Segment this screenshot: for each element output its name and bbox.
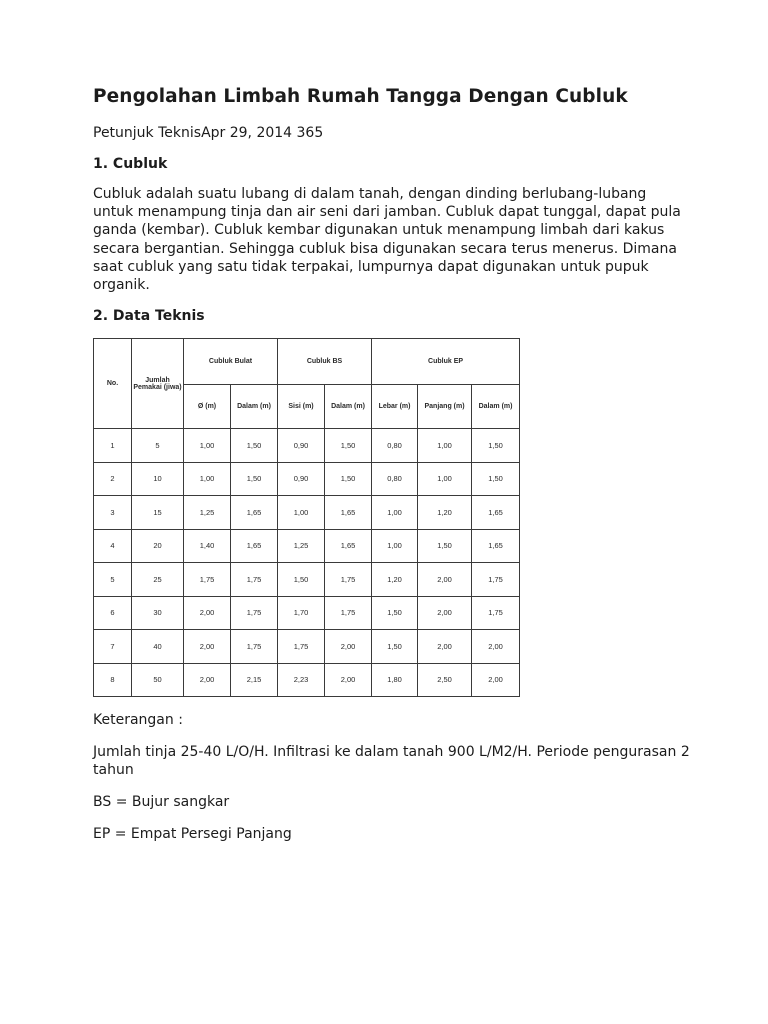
table-cell: 1,50	[472, 429, 520, 463]
table-cell: 1,50	[418, 529, 472, 563]
table-cell: 1,75	[472, 596, 520, 630]
header-cubluk-ep: Cubluk EP	[372, 339, 520, 385]
header-ep-lebar: Lebar (m)	[372, 385, 418, 429]
table-cell: 1,00	[184, 429, 231, 463]
table-cell: 1,00	[372, 529, 418, 563]
table-cell: 15	[132, 496, 184, 530]
table-cell: 30	[132, 596, 184, 630]
table-row	[94, 429, 520, 463]
table-cell: 1,00	[184, 462, 231, 496]
table-cell: 1,75	[325, 596, 372, 630]
table-cell: 1,20	[418, 496, 472, 530]
table-cell: 2,15	[231, 663, 278, 697]
header-ep-dalam: Dalam (m)	[472, 385, 520, 429]
table-cell: 1,75	[184, 563, 231, 597]
table-cell: 1,65	[231, 496, 278, 530]
table-row	[94, 462, 520, 496]
header-bulat-dalam: Dalam (m)	[231, 385, 278, 429]
table-row	[94, 596, 520, 630]
section-heading-data-teknis: 2. Data Teknis	[93, 308, 205, 325]
document-title: Pengolahan Limbah Rumah Tangga Dengan Cubluk	[93, 86, 628, 107]
table-row	[94, 496, 520, 530]
table-cell: 1,75	[231, 630, 278, 664]
table-cell: 2,50	[418, 663, 472, 697]
header-jumlah-pemakai: Jumlah Pemakai (jiwa)	[132, 339, 184, 429]
table-cell: 2,00	[418, 563, 472, 597]
table-cell: 1,75	[231, 596, 278, 630]
table-row	[94, 663, 520, 697]
table-cell: 50	[132, 663, 184, 697]
table-cell: 2,00	[184, 596, 231, 630]
table-cell: 2,00	[418, 596, 472, 630]
table-cell: 1,50	[372, 630, 418, 664]
table-cell: 2,00	[418, 630, 472, 664]
table-cell: 1,00	[418, 429, 472, 463]
note-line-ep: EP = Empat Persegi Panjang	[93, 826, 292, 843]
table-cell: 10	[132, 462, 184, 496]
table-cell: 1,40	[184, 529, 231, 563]
note-line-tinja: Jumlah tinja 25-40 L/O/H. Infiltrasi ke dalam tanah 900 L/M2/H. Periode pengurasan 2 tahun	[93, 744, 690, 779]
table-cell: 0,90	[278, 429, 325, 463]
table-cell: 2,00	[472, 630, 520, 664]
table-cell: 1,80	[372, 663, 418, 697]
notes-section	[93, 711, 693, 843]
table-cell: 1,50	[231, 462, 278, 496]
table-cell: 1,00	[418, 462, 472, 496]
table-cell: 25	[132, 563, 184, 597]
document-page	[93, 84, 693, 857]
document-meta: Petunjuk TeknisApr 29, 2014 365	[93, 125, 324, 141]
table-row	[94, 630, 520, 664]
table-cell: 2,00	[472, 663, 520, 697]
header-no: No.	[94, 339, 132, 429]
header-bs-dalam: Dalam (m)	[325, 385, 372, 429]
header-bulat-diameter: Ø (m)	[184, 385, 231, 429]
table-cell: 2,00	[184, 663, 231, 697]
table-cell: 1,75	[472, 563, 520, 597]
table-body	[94, 429, 520, 697]
table-cell: 8	[94, 663, 132, 697]
note-line-bs: BS = Bujur sangkar	[93, 794, 230, 811]
table-cell: 1,00	[372, 496, 418, 530]
table-cell: 2,00	[325, 630, 372, 664]
table-cell: 2,00	[325, 663, 372, 697]
table-cell: 1,70	[278, 596, 325, 630]
table-cell: 40	[132, 630, 184, 664]
table-cell: 2,00	[184, 630, 231, 664]
table-cell: 1,50	[472, 462, 520, 496]
table-cell: 1,25	[278, 529, 325, 563]
section-heading-cubluk: 1. Cubluk	[93, 156, 168, 172]
header-cubluk-bs: Cubluk BS	[278, 339, 372, 385]
table-cell: 1	[94, 429, 132, 463]
table-cell: 1,50	[325, 429, 372, 463]
notes-label: Keterangan :	[93, 712, 183, 729]
table-cell: 1,50	[325, 462, 372, 496]
table-cell: 1,65	[231, 529, 278, 563]
data-teknis-table	[93, 338, 520, 697]
data-teknis-table-image	[93, 338, 519, 697]
table-cell: 1,65	[325, 529, 372, 563]
table-cell: 5	[132, 429, 184, 463]
table-cell: 4	[94, 529, 132, 563]
table-cell: 1,75	[231, 563, 278, 597]
table-cell: 0,80	[372, 429, 418, 463]
table-cell: 2,23	[278, 663, 325, 697]
header-bs-sisi: Sisi (m)	[278, 385, 325, 429]
table-row	[94, 563, 520, 597]
table-cell: 1,50	[278, 563, 325, 597]
table-cell: 1,65	[325, 496, 372, 530]
table-cell: 1,00	[278, 496, 325, 530]
table-cell: 1,25	[184, 496, 231, 530]
table-cell: 0,90	[278, 462, 325, 496]
table-cell: 1,50	[231, 429, 278, 463]
table-cell: 1,75	[278, 630, 325, 664]
table-cell: 1,50	[372, 596, 418, 630]
table-cell: 1,75	[325, 563, 372, 597]
header-cubluk-bulat: Cubluk Bulat	[184, 339, 278, 385]
table-cell: 20	[132, 529, 184, 563]
header-ep-panjang: Panjang (m)	[418, 385, 472, 429]
table-cell: 0,80	[372, 462, 418, 496]
table-cell: 6	[94, 596, 132, 630]
table-cell: 7	[94, 630, 132, 664]
table-cell: 1,65	[472, 529, 520, 563]
table-cell: 1,20	[372, 563, 418, 597]
table-cell: 1,65	[472, 496, 520, 530]
cubluk-paragraph: Cubluk adalah suatu lubang di dalam tanah, dengan dinding berlubang-lubang untuk menampung tinja dan air seni dari jamban. Cubluk dapat tunggal, dapat pula ganda (kembar). Cubluk kembar digunakan untuk menampung limbah dari kakus secara bergantian. Sehingga cubluk bisa digunakan secara terus menerus. Dimana saat cubluk yang satu tidak terpakai, lumpurnya dapat digunakan untuk pupuk organik.	[93, 186, 681, 294]
table-cell: 2	[94, 462, 132, 496]
table-cell: 3	[94, 496, 132, 530]
table-cell: 5	[94, 563, 132, 597]
table-row	[94, 529, 520, 563]
